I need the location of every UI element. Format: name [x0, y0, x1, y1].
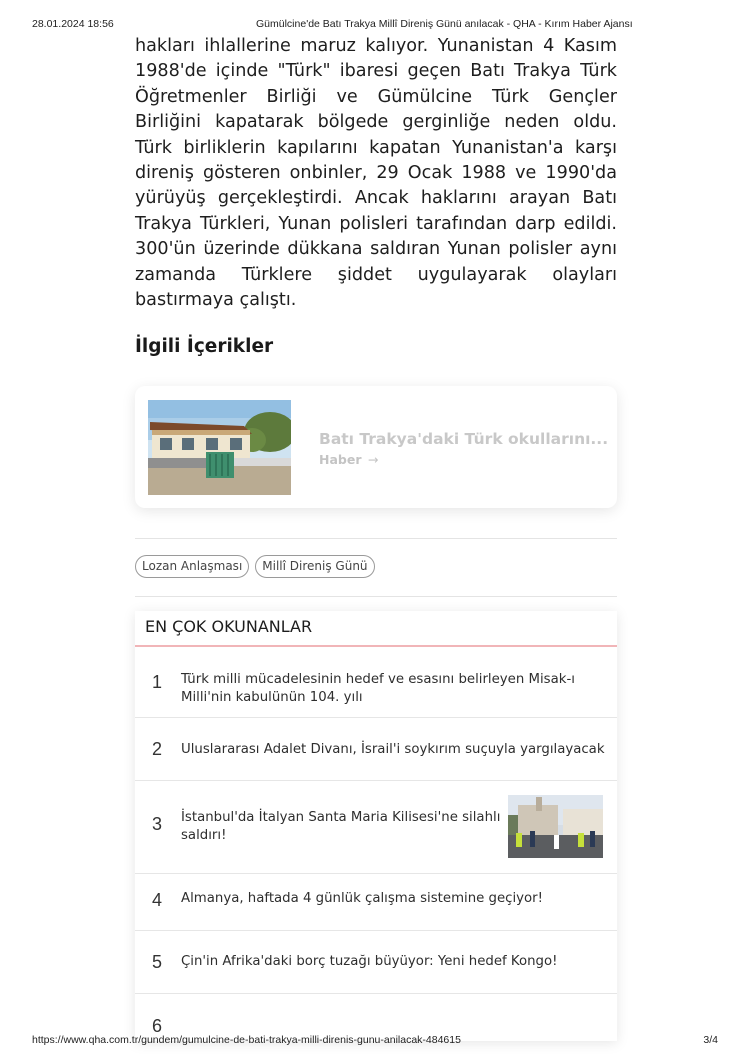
- related-category-label: Haber: [319, 452, 362, 467]
- most-read-item[interactable]: [135, 781, 617, 874]
- related-article-title[interactable]: Batı Trakya'daki Türk okullarını...: [319, 430, 609, 448]
- divider: [135, 538, 617, 539]
- rank-number: 6: [152, 1016, 163, 1036]
- page-number: 3/4: [703, 1034, 718, 1046]
- related-article-thumbnail[interactable]: [148, 400, 291, 495]
- rank-number: 3: [152, 814, 163, 834]
- headline[interactable]: İstanbul'da İtalyan Santa Maria Kilisesi'ne silahlı saldırı!: [181, 810, 501, 843]
- tag-list: [135, 555, 375, 578]
- tag-milli-direnis-gunu[interactable]: Millî Direniş Günü: [255, 555, 374, 578]
- headline[interactable]: Çin'in Afrika'daki borç tuzağı büyüyor: Yeni hedef Kongo!: [181, 954, 558, 969]
- rank-number: 4: [152, 890, 163, 910]
- print-footer: [0, 1034, 750, 1048]
- headline[interactable]: Almanya, haftada 4 günlük çalışma sistemine geçiyor!: [181, 891, 543, 906]
- headline[interactable]: Türk milli mücadelesinin hedef ve esasını belirleyen Misak-ı Milli'nin kabulünün 104. yılı: [181, 672, 575, 705]
- most-read-widget: [135, 611, 617, 1041]
- rank-number: 1: [152, 672, 163, 692]
- rank-number: 2: [152, 739, 163, 759]
- related-article-category[interactable]: [319, 452, 378, 467]
- most-read-item[interactable]: [135, 874, 617, 931]
- article-paragraph: hakları ihlallerine maruz kalıyor. Yunanistan 4 Kasım 1988'de içinde "Türk" ibaresi geçen Batı Trakya Türk Öğretmenler Birliği ve Gümülcine Türk Gençler Birliğini kapatarak bölgede gerginliğe neden oldu. Türk birliklerin kapılarını kapatan Yunanistan'a karşı direniş gösteren onbinler, 29 Ocak 1988 ve 1990'da yürüyüş gerçekleştirdi. Ancak haklarını arayan Batı Trakya Türkleri, Yunan polisleri tarafından darp edildi. 300'ün üzerinde dükkana saldıran Yunan polisler aynı zamanda Türklere şiddet uygulayarak olayları bastırmaya çalıştı.: [135, 36, 617, 311]
- arrow-right-icon: →: [367, 452, 379, 467]
- print-header: [0, 18, 750, 32]
- most-read-item[interactable]: [135, 931, 617, 994]
- rank-number: 5: [152, 952, 163, 972]
- headline-thumbnail[interactable]: [508, 795, 603, 858]
- print-url: https://www.qha.com.tr/gundem/gumulcine-de-bati-trakya-milli-direnis-gunu-anilacak-484615: [32, 1034, 461, 1046]
- divider: [135, 596, 617, 597]
- most-read-heading: EN ÇOK OKUNANLAR: [135, 611, 617, 647]
- related-article-card[interactable]: [135, 386, 617, 508]
- most-read-item[interactable]: [135, 647, 617, 718]
- headline[interactable]: Uluslararası Adalet Divanı, İsrail'i soykırım suçuyla yargılayacak: [181, 742, 605, 757]
- print-date: 28.01.2024 18:56: [32, 18, 114, 30]
- related-content-heading: İlgili İçerikler: [135, 336, 274, 357]
- tag-lozan-anlasmasi[interactable]: Lozan Anlaşması: [135, 555, 249, 578]
- most-read-item[interactable]: [135, 718, 617, 781]
- print-page-title: Gümülcine'de Batı Trakya Millî Direniş Günü anılacak - QHA - Kırım Haber Ajansı: [256, 18, 633, 30]
